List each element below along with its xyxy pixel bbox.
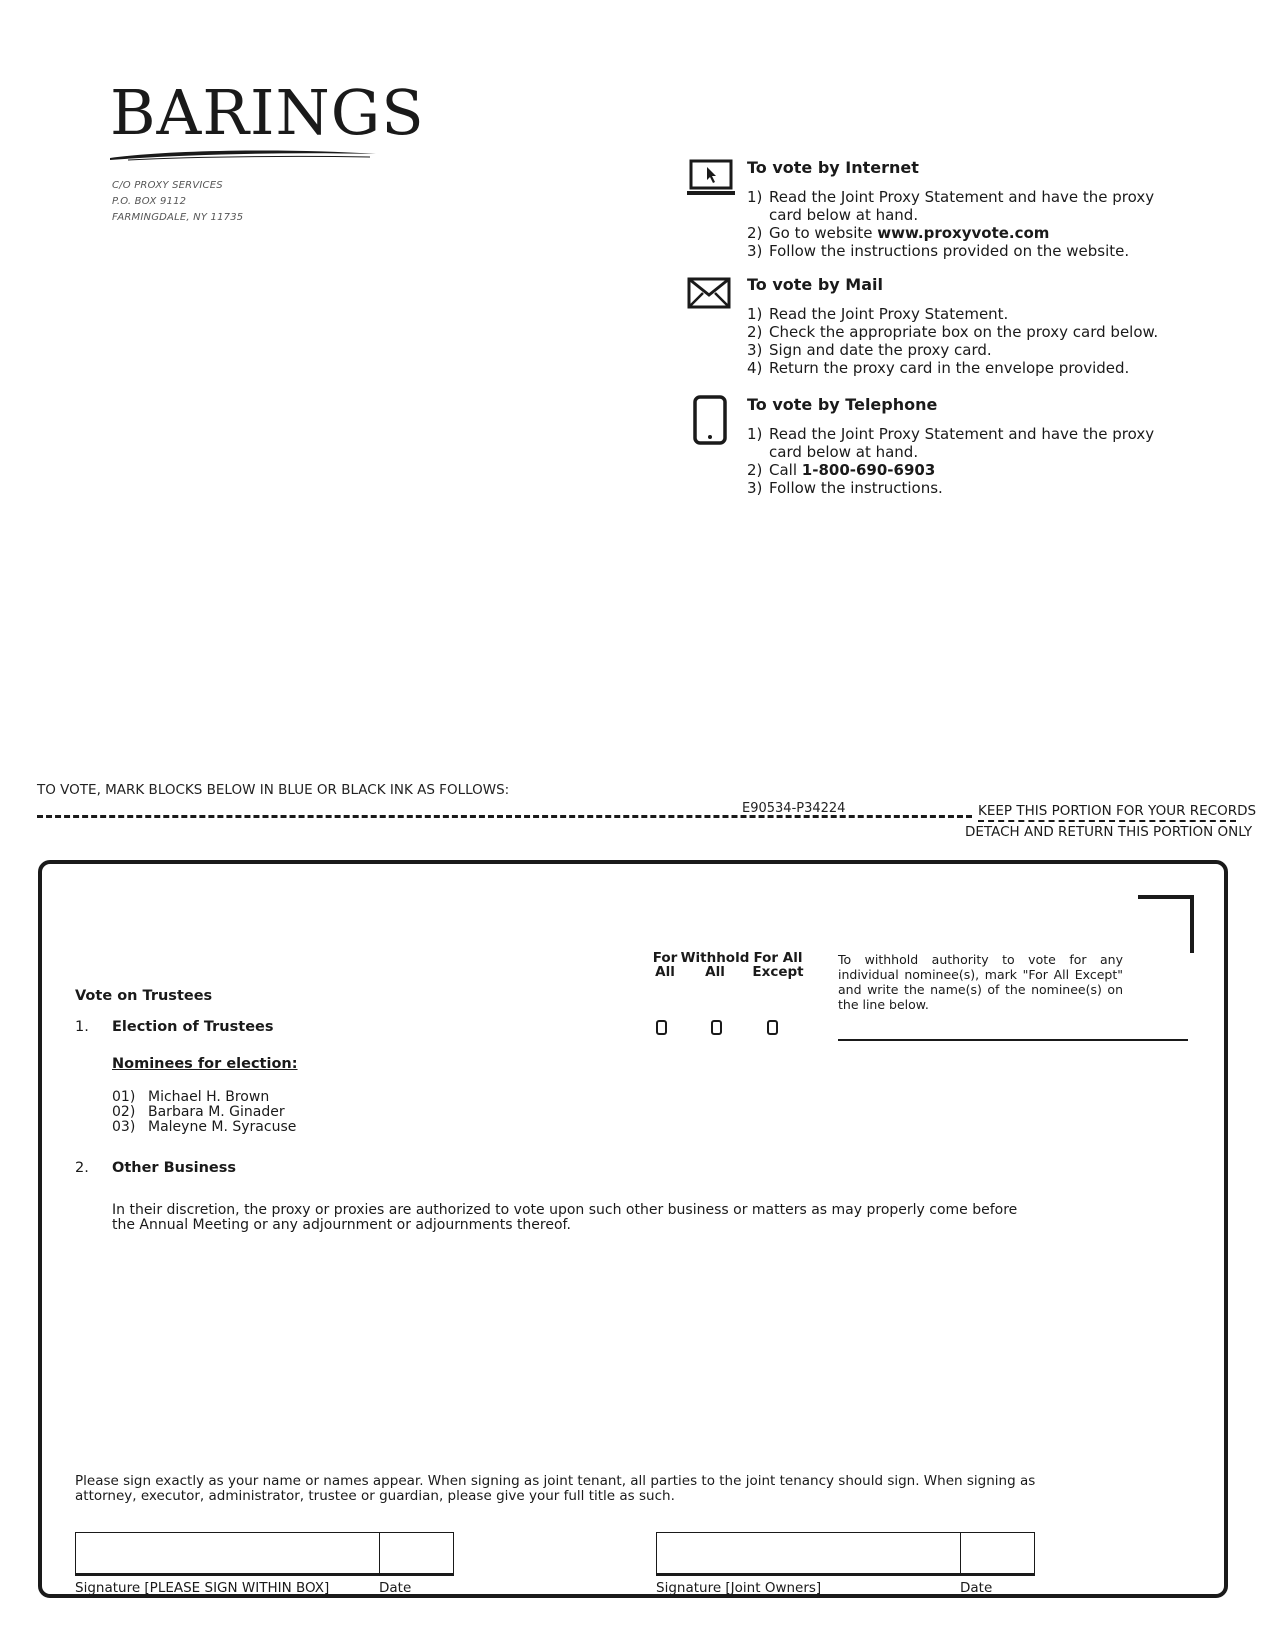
list-item: 2) Go to website www.proxyvote.com: [747, 224, 1050, 242]
envelope-icon: [685, 275, 737, 319]
address-line: P.O. BOX 9112: [112, 196, 187, 207]
vote-internet-section: [685, 158, 1155, 258]
joint-signature-label: Signature [Joint Owners]: [656, 1580, 822, 1596]
keep-portion-label: KEEP THIS PORTION FOR YOUR RECORDS: [978, 803, 1257, 819]
discretion-text: In their discretion, the proxy or proxies are authorized to vote upon such other business or matters as may properly come before the Annual Meeting or any adjournment or adjournments thereof.: [112, 1202, 1018, 1233]
list-item: 3) Sign and date the proxy card.: [747, 341, 992, 359]
col-header-for-all-except: For All Except: [752, 950, 804, 980]
item-number: 2.: [75, 1160, 89, 1176]
website-link[interactable]: www.proxyvote.com: [877, 224, 1050, 242]
joint-signature-box[interactable]: [656, 1532, 961, 1576]
col-header-for-all: For All: [652, 950, 678, 980]
vote-mail-section: [685, 275, 1159, 377]
vote-internet-heading: To vote by Internet: [747, 158, 919, 177]
item-title: Other Business: [112, 1160, 237, 1176]
list-item: 2) Call 1-800-690-6903: [747, 461, 936, 479]
joint-date-label: Date: [960, 1580, 993, 1596]
return-address: [112, 178, 243, 226]
list-item: 02) Barbara M. Ginader: [112, 1104, 285, 1120]
date-label: Date: [379, 1580, 412, 1596]
withhold-instructions: To withhold authority to vote for any individual nominee(s), mark "For All Except" and write the name(s) of the nominee(s) on the line below.: [838, 952, 1123, 1012]
section-title: Vote on Trustees: [75, 988, 213, 1004]
phone-icon: [685, 395, 737, 447]
nominee-exception-line[interactable]: [838, 1039, 1188, 1041]
list-item: 3) Follow the instructions provided on the website.: [747, 242, 1130, 260]
keep-dash-line: [978, 820, 1236, 822]
list-item: 1) Read the Joint Proxy Statement.: [747, 305, 1009, 323]
address-line: FARMINGDALE, NY 11735: [112, 212, 244, 223]
signature-label: Signature [PLEASE SIGN WITHIN BOX]: [75, 1580, 330, 1596]
vote-mail-steps: [747, 305, 1167, 377]
col-header-withhold-all: Withhold All: [680, 950, 750, 980]
nominees-heading: Nominees for election:: [112, 1056, 298, 1072]
vote-internet-steps: [747, 188, 1167, 260]
phone-number[interactable]: 1-800-690-6903: [801, 461, 936, 479]
vote-telephone-steps: [747, 425, 1167, 497]
signature-box[interactable]: [75, 1532, 380, 1576]
list-item: 4) Return the proxy card in the envelope provided.: [747, 359, 1130, 377]
address-line: C/O PROXY SERVICES: [112, 180, 223, 191]
barings-logo: BARINGS: [110, 76, 425, 149]
detach-dash-line: [37, 815, 972, 818]
detach-return-label: DETACH AND RETURN THIS PORTION ONLY: [965, 824, 1253, 840]
logo-swoosh: [108, 148, 378, 162]
list-item: 1) Read the Joint Proxy Statement and have the proxy card below at hand.: [747, 188, 1155, 224]
mark-instructions: TO VOTE, MARK BLOCKS BELOW IN BLUE OR BLACK INK AS FOLLOWS:: [37, 782, 510, 798]
list-item: 03) Maleyne M. Syracuse: [112, 1119, 297, 1135]
list-item: 1) Read the Joint Proxy Statement and have the proxy card below at hand.: [747, 425, 1155, 461]
signing-instructions: Please sign exactly as your name or names appear. When signing as joint tenant, all parties to the joint tenancy should sign. When signing as attorney, executor, administrator, trustee or guardian, please give your full title as such.: [75, 1473, 1036, 1504]
vote-telephone-section: [685, 395, 1155, 505]
vote-telephone-heading: To vote by Telephone: [747, 395, 938, 414]
withhold-all-checkbox[interactable]: [711, 1020, 722, 1035]
list-item: 3) Follow the instructions.: [747, 479, 943, 497]
item-number: 1.: [75, 1019, 89, 1035]
for-all-except-checkbox[interactable]: [767, 1020, 778, 1035]
control-number: E90534-P34224: [742, 801, 846, 816]
list-item: 01) Michael H. Brown: [112, 1089, 270, 1105]
date-box[interactable]: [379, 1532, 454, 1576]
laptop-icon: [685, 158, 737, 202]
joint-date-box[interactable]: [960, 1532, 1035, 1576]
list-item: 2) Check the appropriate box on the proxy card below.: [747, 323, 1159, 341]
vote-mail-heading: To vote by Mail: [747, 275, 883, 294]
registration-corner-mark: [1138, 895, 1194, 953]
for-all-checkbox[interactable]: [656, 1020, 667, 1035]
item-title: Election of Trustees: [112, 1019, 274, 1035]
